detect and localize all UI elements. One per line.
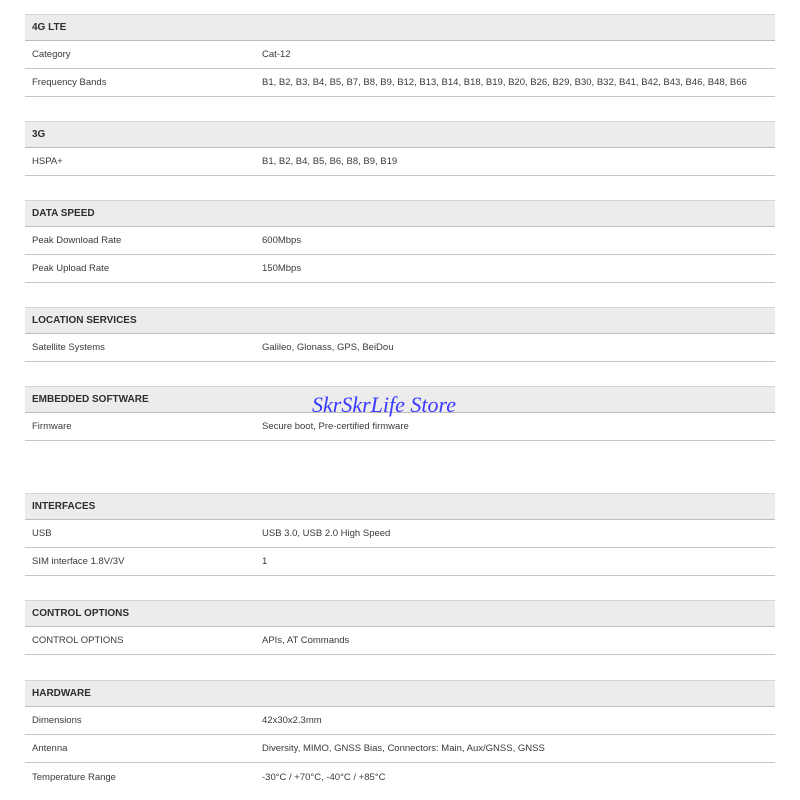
- spec-label: Peak Upload Rate: [32, 263, 110, 274]
- spec-value: B1, B2, B4, B5, B6, B8, B9, B19: [262, 156, 398, 167]
- section-4g-lte: [25, 14, 775, 97]
- spec-row: [25, 41, 775, 69]
- section-header: LOCATION SERVICES: [25, 307, 775, 334]
- spec-value: B1, B2, B3, B4, B5, B7, B8, B9, B12, B13, B14, B18, B19, B20, B26, B29, B30, B32, B41, B42, B43, B46, B48, B66: [262, 77, 747, 88]
- section-header: CONTROL OPTIONS: [25, 600, 775, 627]
- spec-label: Peak Download Rate: [32, 235, 122, 246]
- spec-row: [25, 763, 775, 791]
- section-header: 3G: [25, 121, 775, 148]
- spec-row: [25, 334, 775, 362]
- section-interfaces: [25, 493, 775, 576]
- spec-row: [25, 627, 775, 655]
- spec-row: [25, 255, 775, 283]
- spec-value: -30°C / +70°C, -40°C / +85°C: [262, 771, 386, 783]
- spec-label: Category: [32, 49, 71, 60]
- spec-label: Dimensions: [32, 715, 82, 726]
- spec-value: APIs, AT Commands: [262, 635, 350, 646]
- spec-value: Cat-12: [262, 49, 291, 60]
- spec-value: Diversity, MIMO, GNSS Bias, Connectors: Main, Aux/GNSS, GNSS: [262, 743, 545, 754]
- spec-label: USB: [32, 528, 52, 539]
- spec-row: [25, 148, 775, 176]
- section-header: DATA SPEED: [25, 200, 775, 227]
- spec-label: Temperature Range: [32, 771, 116, 783]
- section-control-options: [25, 600, 775, 655]
- spec-row: [25, 735, 775, 763]
- section-header: INTERFACES: [25, 493, 775, 520]
- section-header: 4G LTE: [25, 14, 775, 41]
- section-location-services: [25, 307, 775, 362]
- spec-row: [25, 227, 775, 255]
- spec-label: Satellite Systems: [32, 342, 105, 353]
- spec-value: 150Mbps: [262, 263, 302, 274]
- spec-value: USB 3.0, USB 2.0 High Speed: [262, 528, 391, 539]
- spec-row: [25, 520, 775, 548]
- spec-row: [25, 548, 775, 576]
- spec-value: Galileo, Glonass, GPS, BeiDou: [262, 342, 394, 353]
- section-hardware: [25, 680, 775, 791]
- section-data-speed: [25, 200, 775, 283]
- store-watermark: SkrSkrLife Store: [312, 392, 456, 417]
- spec-label: CONTROL OPTIONS: [32, 635, 124, 646]
- spec-label: HSPA+: [32, 156, 63, 167]
- spec-value: 42x30x2.3mm: [262, 715, 322, 726]
- spec-row: [25, 707, 775, 735]
- section-header: HARDWARE: [25, 680, 775, 707]
- spec-value: 600Mbps: [262, 235, 302, 246]
- spec-label: Antenna: [32, 743, 68, 754]
- spec-label: Firmware: [32, 421, 72, 432]
- section-3g: [25, 121, 775, 176]
- spec-label: Frequency Bands: [32, 77, 107, 88]
- spec-value: 1: [262, 556, 268, 567]
- spec-value: Secure boot, Pre-certified firmware: [262, 421, 409, 432]
- spec-row: [25, 69, 775, 97]
- spec-label: SIM interface 1.8V/3V: [32, 556, 125, 567]
- section-header: EMBEDDED SOFTWARE: [25, 386, 775, 413]
